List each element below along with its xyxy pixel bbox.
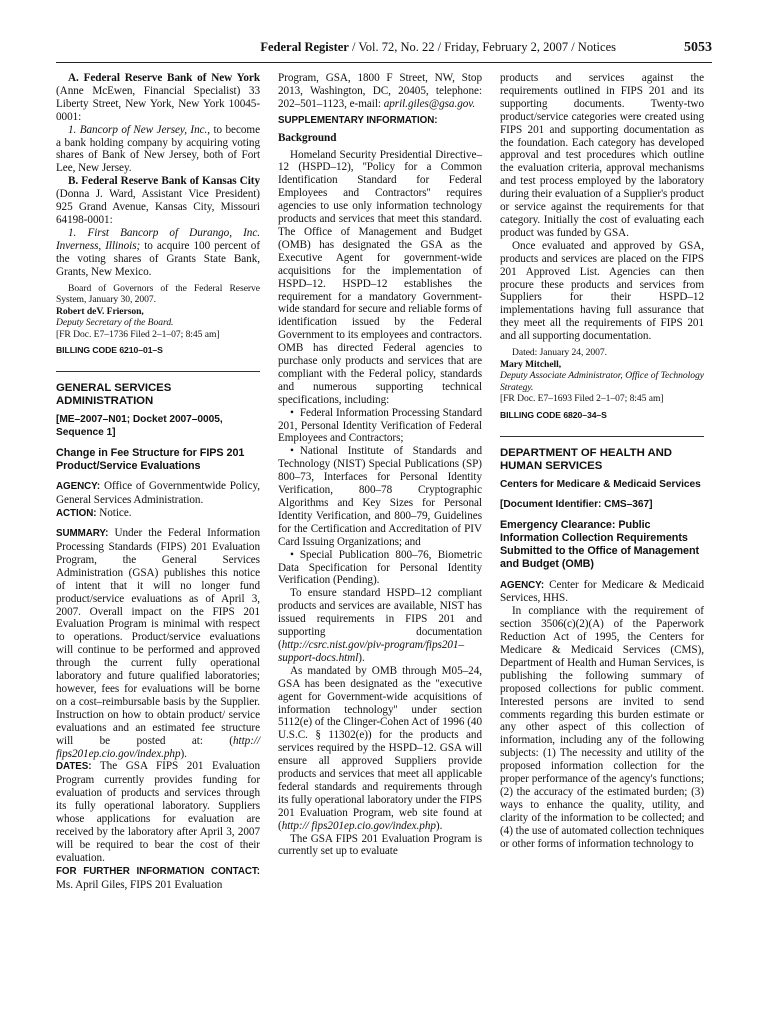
column-2 [278,72,482,858]
summary-url[interactable]: http:// fips201ep.cio.gov/index.php [56,734,260,760]
contact-paragraph [56,865,260,892]
fips-url-link[interactable]: http:// fips201ep.cio.gov/index.php [281,819,436,832]
agency-value: Office of Governmentwide Policy, General Services Administration. [56,480,261,507]
dates-label: DATES: [56,761,92,773]
action-line [56,507,260,521]
contact-continued [278,72,482,111]
frb-ny-paragraph [56,72,260,124]
approved-list-paragraph: Once evaluated and approved by GSA, products and services are placed on the FIPS 201 Approved List. Agencies can then procure these products and services from Suppliers for their HSPD–12 implementations having full assurance that they meet all the requirements of FIPS 201 and all supporting documentation. [500,239,704,343]
dates-body: The GSA FIPS 201 Evaluation Program currently provides funding for evaluation of products and services through its fully operational laboratory. Suppliers whose applications for evaluation are received by the laboratory after April 3, 2007 will be required to bear the cost of their evaluation. [56,760,260,864]
item-2-name: 1. First Bancorp of Durango, Inc. Inverness, Illinois; [56,226,260,252]
omb-paragraph [278,665,482,833]
agency-value-2: Center for Medicare & Medicaid Services, HHS. [500,578,704,605]
contact-cont-body: Program, GSA, 1800 F Street, NW, Stop 2013, Washington, DC, 20405, telephone: 202–501–1123, e-mail: [278,72,482,110]
background-heading: Background [278,131,337,144]
agency-line [56,480,260,507]
sub-agency-heading: Centers for Medicare & Medicaid Services [500,478,701,490]
agency-line-2 [500,579,704,606]
frb-kc-heading: B. Federal Reserve Bank of Kansas City [68,175,260,188]
summary-end: ). [180,747,187,760]
agency-label: AGENCY: [56,481,101,493]
nist-url-link[interactable]: http://csrc.nist.gov/piv-program/fips201–support-docs.html [278,638,465,664]
contact-body: Ms. April Giles, FIPS 201 Evaluation [56,878,223,891]
docket-line: [ME–2007–N01; Docket 2007–0005, Sequence 1] [56,414,223,438]
bullet-item-sp-800-76: • Special Publication 800–76, Biometric Data Specification for Personal Identity Verification (Pending). [278,549,482,588]
signer-title-2: Deputy Associate Administrator, Office of Technology Strategy. [500,370,704,393]
dates-paragraph [56,760,260,864]
summary-label: SUMMARY: [56,528,109,540]
frb-kc-body: (Donna J. Ward, Assistant Vice President) 925 Grand Avenue, Kansas City, Missouri 64198-0001: [56,188,260,226]
item-1-paragraph [56,124,260,176]
fr-doc-line-2: [FR Doc. E7–1693 Filed 2–1–07; 8:45 am] [500,393,664,405]
section-divider [56,371,260,372]
item-1-name: 1. Bancorp of New Jersey, Inc., [68,123,211,136]
header-meta: / Vol. 72, No. 22 / Friday, February 2, 2007 / Notices [352,40,616,54]
agency-heading: GENERAL SERVICES ADMINISTRATION [56,382,172,408]
column-1 [56,72,260,891]
action-value: Notice. [99,507,132,520]
header-meta-line [260,40,616,55]
bullet-item-fips201: • Federal Information Processing Standard 201, Personal Identity Verification of Federal Employees and Contractors; [278,407,482,446]
summary-paragraph [56,527,260,760]
item-1-body: to become a bank holding company by acquiring voting shares of Bank of New Jersey, both of Fort Lee, New Jersey. [56,123,260,175]
frb-kc-paragraph [56,175,260,227]
notice-subject-2: Emergency Clearance: Public Information Collection Requirements Submitted to the Office of Management and Budget (OMB) [500,519,700,570]
contact-label: FOR FURTHER INFORMATION CONTACT: [56,865,260,877]
dated-line: Dated: January 24, 2007. [512,347,607,359]
document-identifier: [Document Identifier: CMS–367] [500,499,653,511]
frb-ny-heading: A. Federal Reserve Bank of New York [68,72,260,84]
signer-name: Robert deV. Frierson, [56,305,144,317]
omb-end: ). [435,819,443,832]
nist-body: To ensure standard HSPD–12 compliant products and services are available, NIST has issued requirements in FIPS 201 and supporting documentation ( [278,587,482,651]
frb-ny-body: (Anne McEwen, Financial Specialist) 33 Liberty Street, New York, New York 10045-0001: [56,84,260,123]
omb-body: As mandated by OMB through M05–24, GSA has been designated as the ''executive agent for Government-wide acquisitions of information technology'' under section 5112(e) of the Clinger-Cohen Act of 1996 (40 U.S.C. § 11302(e)) for the products and services required by the HSPD–12. GSA will ensure all approved Suppliers provide products and services that meet all applicable federal standards and requirements through its fully operational laboratory under the FIPS 201 Evaluation Program, web site found at ( [278,664,482,832]
products-paragraph: products and services against the requirements outlined in FIPS 201 and its supporting documents. Twenty-two product/service categories were created using FIPS 201 and supporting documentation as the foundation. Each category has developed approval and test procedures which outline the evaluation criteria, approval mechanisms and test process employed by the laboratory during their evaluation of a Supplier's product or service against the requirements for that category. Initially the cost of evaluating each product was funded by GSA. [500,72,704,239]
bullet-item-nist-sp: • National Institute of Standards and Technology (NIST) Special Publications (SP) 800–73, Interfaces for Personal Identity Verification, 800–78 Cryptographic Algorithms and Key Sizes for Personal Identity Verification, and 800–79, Guidelines for the Certification and Accreditation of PIV Card Issuing Organizations; and [278,445,482,548]
column-3 [500,72,704,851]
item-2-paragraph [56,227,260,279]
agency-label-2: AGENCY: [500,579,545,591]
fr-doc-line: [FR Doc. E7–1736 Filed 2–1–07; 8:45 am] [56,328,220,340]
supplementary-label: SUPPLEMENTARY INFORMATION: [278,114,438,126]
board-line: Board of Governors of the Federal Reserve System, January 30, 2007. [56,282,260,306]
signer-name-2: Mary Mitchell, [500,358,562,370]
action-label: ACTION: [56,508,97,520]
signer-title: Deputy Secretary of the Board. [56,317,174,329]
billing-code-2: BILLING CODE 6820–34–S [500,410,607,420]
billing-code: BILLING CODE 6210–01–S [56,345,163,356]
nist-paragraph [278,587,482,664]
section-divider-2 [500,436,704,437]
nist-end: ). [358,651,365,664]
page-header [56,40,712,60]
background-paragraph: Homeland Security Presidential Directive–12 (HSPD–12), ''Policy for a Common Identification Standard for Federal Employees and Contractors'' requires agencies to use only information technology products and services that meet this standard. The Office of Management and Budget (OMB) has designated the GSA as the Executive Agent for government-wide acquisitions for the implementation of HSPD–12. HSPD–12 establishes the requirement for a mandatory Government-wide standard for secure and reliable forms of identification issued by the Federal Government to its employees and contractors. OMB has directed Federal agencies to purchase only products and services that are compliant with the Federal policy, standards and numerous supporting technical specifications, including: [278,148,482,406]
agency-heading-2: DEPARTMENT OF HEALTH AND HUMAN SERVICES [500,446,672,472]
program-paragraph: The GSA FIPS 201 Evaluation Program is currently set up to evaluate [278,832,482,858]
page-number: 5053 [684,40,712,55]
header-publication: Federal Register [260,40,349,54]
compliance-paragraph: In compliance with the requirement of section 3506(c)(2)(A) of the Paperwork Reduction Act of 1995, the Centers for Medicare & Medicaid Services (CMS), Department of Health and Human Services, is publishing the following summary of proposed collections for public comment. Interested persons are invited to send comments regarding this burden estimate or any other aspect of this collection of information, including any of the following subjects: (1) The necessity and utility of the proposed information collection for the proper performance of the agency's functions; (2) the accuracy of the estimated burden; (3) ways to enhance the quality, utility, and clarity of the information to be collected; and (4) the use of automated collection techniques or other forms of information technology to [500,605,704,850]
header-rule [56,62,712,63]
contact-email-link[interactable]: april.giles@gsa.gov. [383,97,476,110]
notice-subject: Change in Fee Structure for FIPS 201 Product/Service Evaluations [56,446,245,472]
item-2-body: to acquire 100 percent of the voting shares of Grants State Bank, Grants, New Mexico. [56,239,260,278]
summary-body: Under the Federal Information Processing Standards (FIPS) 201 Evaluation Program, the General Services Administration (GSA) publishes this notice of intent that it will no longer fund product/service evaluations as of April 3, 2007. Overall impact on the FIPS 201 Evaluation Program is minimal with respect to operations. Product/service evaluations will continue to be performed and approved through the current fully operational laboratory and future qualified laboratories; however, fees for evaluations will be borne on a cost–reimbursable basis by the Supplier. Instruction on how to obtain product/ service evaluations and an estimated fee structure will be posted at: ( [56,527,260,747]
